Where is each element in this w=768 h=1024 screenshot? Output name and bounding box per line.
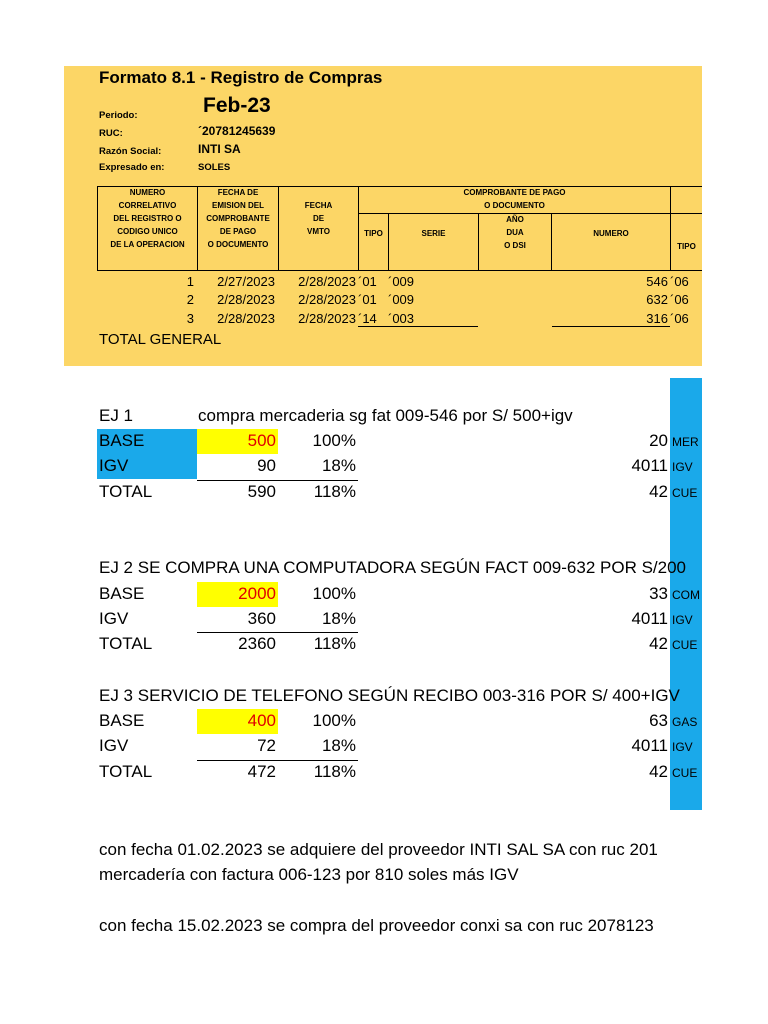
note-line-1: con fecha 01.02.2023 se adquiere del proveedor INTI SAL SA con ruc 201 <box>99 840 658 859</box>
header-serie: SERIE <box>421 229 446 238</box>
format-title: Formato 8.1 - Registro de Compras <box>99 68 383 87</box>
razon-value: INTI SA <box>198 142 241 156</box>
header-numero-correlativo: NUMERO CORRELATIVO DEL REGISTRO O CODIGO UNICO DE LA OPERACION <box>110 188 185 249</box>
expresado-label: Expresado en: <box>99 162 165 173</box>
ruc-value: ´20781245639 <box>198 124 276 138</box>
ej1-title-text: compra mercaderia sg fat 009-546 por S/ 500+igv <box>198 406 573 425</box>
header-comprobante: COMPROBANTE DE PAGO O DOCUMENTO <box>463 188 566 210</box>
ej1-title-number: EJ 1 <box>99 406 134 425</box>
total-general-label: TOTAL GENERAL <box>99 331 222 348</box>
period-label: Periodo: <box>99 110 138 121</box>
razon-label: Razón Social: <box>99 146 162 157</box>
note-line-2: mercadería con factura 006-123 por 810 soles más IGV <box>99 865 519 884</box>
header-fecha-vmto: FECHA DE VMTO <box>304 201 333 236</box>
ruc-label: RUC: <box>99 128 123 139</box>
period-value: Feb-23 <box>203 94 271 117</box>
header-anio-dua: AÑO DUA O DSI <box>504 215 526 250</box>
ej2-title: EJ 2 SE COMPRA UNA COMPUTADORA SEGÚN FACT 009-632 POR S/200 <box>99 558 686 577</box>
header-tipo-2: TIPO <box>677 242 696 251</box>
spreadsheet-sheet: Formato 8.1 - Registro de Compras Periodo: Feb-23 RUC: ´20781245639 Razón Social: INTI SA Expresado en: SOLES NUMERO CORRELATIVO DEL REGISTRO O CODIGO UNICO DE LA OPERACION FECHA DE EMISION DEL COMPROBANTE DE PAGO O DOCUMENTO FECHA DE VMTO COMPROBANTE DE PAGO O DOCUMENTO TIPO SERIE AÑO DUA O DSI NUMERO TIPO 1 2/27/2023 2/28/2023 ´01 ´009 546 ´06 2 2/28/2023 2/28/2023 ´01 ´009 632 ´06 3 2/28/2023 2/28/2023 ´14 ´003 316 ´06 TOTAL GENERAL EJ 1 compra mercaderia sg fat 009-546 por S/ 500+igv BASE 500 100% 20 MER IGV 90 18% 4011 IGV TOTAL 590 118% 42 CUE EJ 2 SE COMPRA UNA COMPUTADORA SEGÚN FACT 009-632 POR S/200 BASE 2000 100% 33 COM IGV 360 18% 4011 IGV TOTAL 2360 118% 42 CUE EJ 3 SERVICIO DE TELEFONO SEGÚN RECIBO 003-316 POR S/ 400+IGV BASE 400 100% 63 GAS IGV 72 18% 4011 IGV TOTAL 472 118% 42 CUE con fecha 01.02.2023 se adquiere del proveedor INTI SAL SA con ruc 201 mercadería con factura 006-123 por 810 soles más IGV con fecha 15.02.2023 se compra del proveedor conxi sa con ruc 2078123 <box>0 0 768 1024</box>
expresado-value: SOLES <box>198 162 231 173</box>
header-fecha-emision: FECHA DE EMISION DEL COMPROBANTE DE PAGO O DOCUMENTO <box>206 188 270 249</box>
ej3-title: EJ 3 SERVICIO DE TELEFONO SEGÚN RECIBO 003-316 POR S/ 400+IGV <box>99 686 680 705</box>
note-line-3: con fecha 15.02.2023 se compra del proveedor conxi sa con ruc 2078123 <box>99 916 654 935</box>
header-tipo: TIPO <box>364 229 383 238</box>
header-numero-doc: NUMERO <box>593 229 629 238</box>
